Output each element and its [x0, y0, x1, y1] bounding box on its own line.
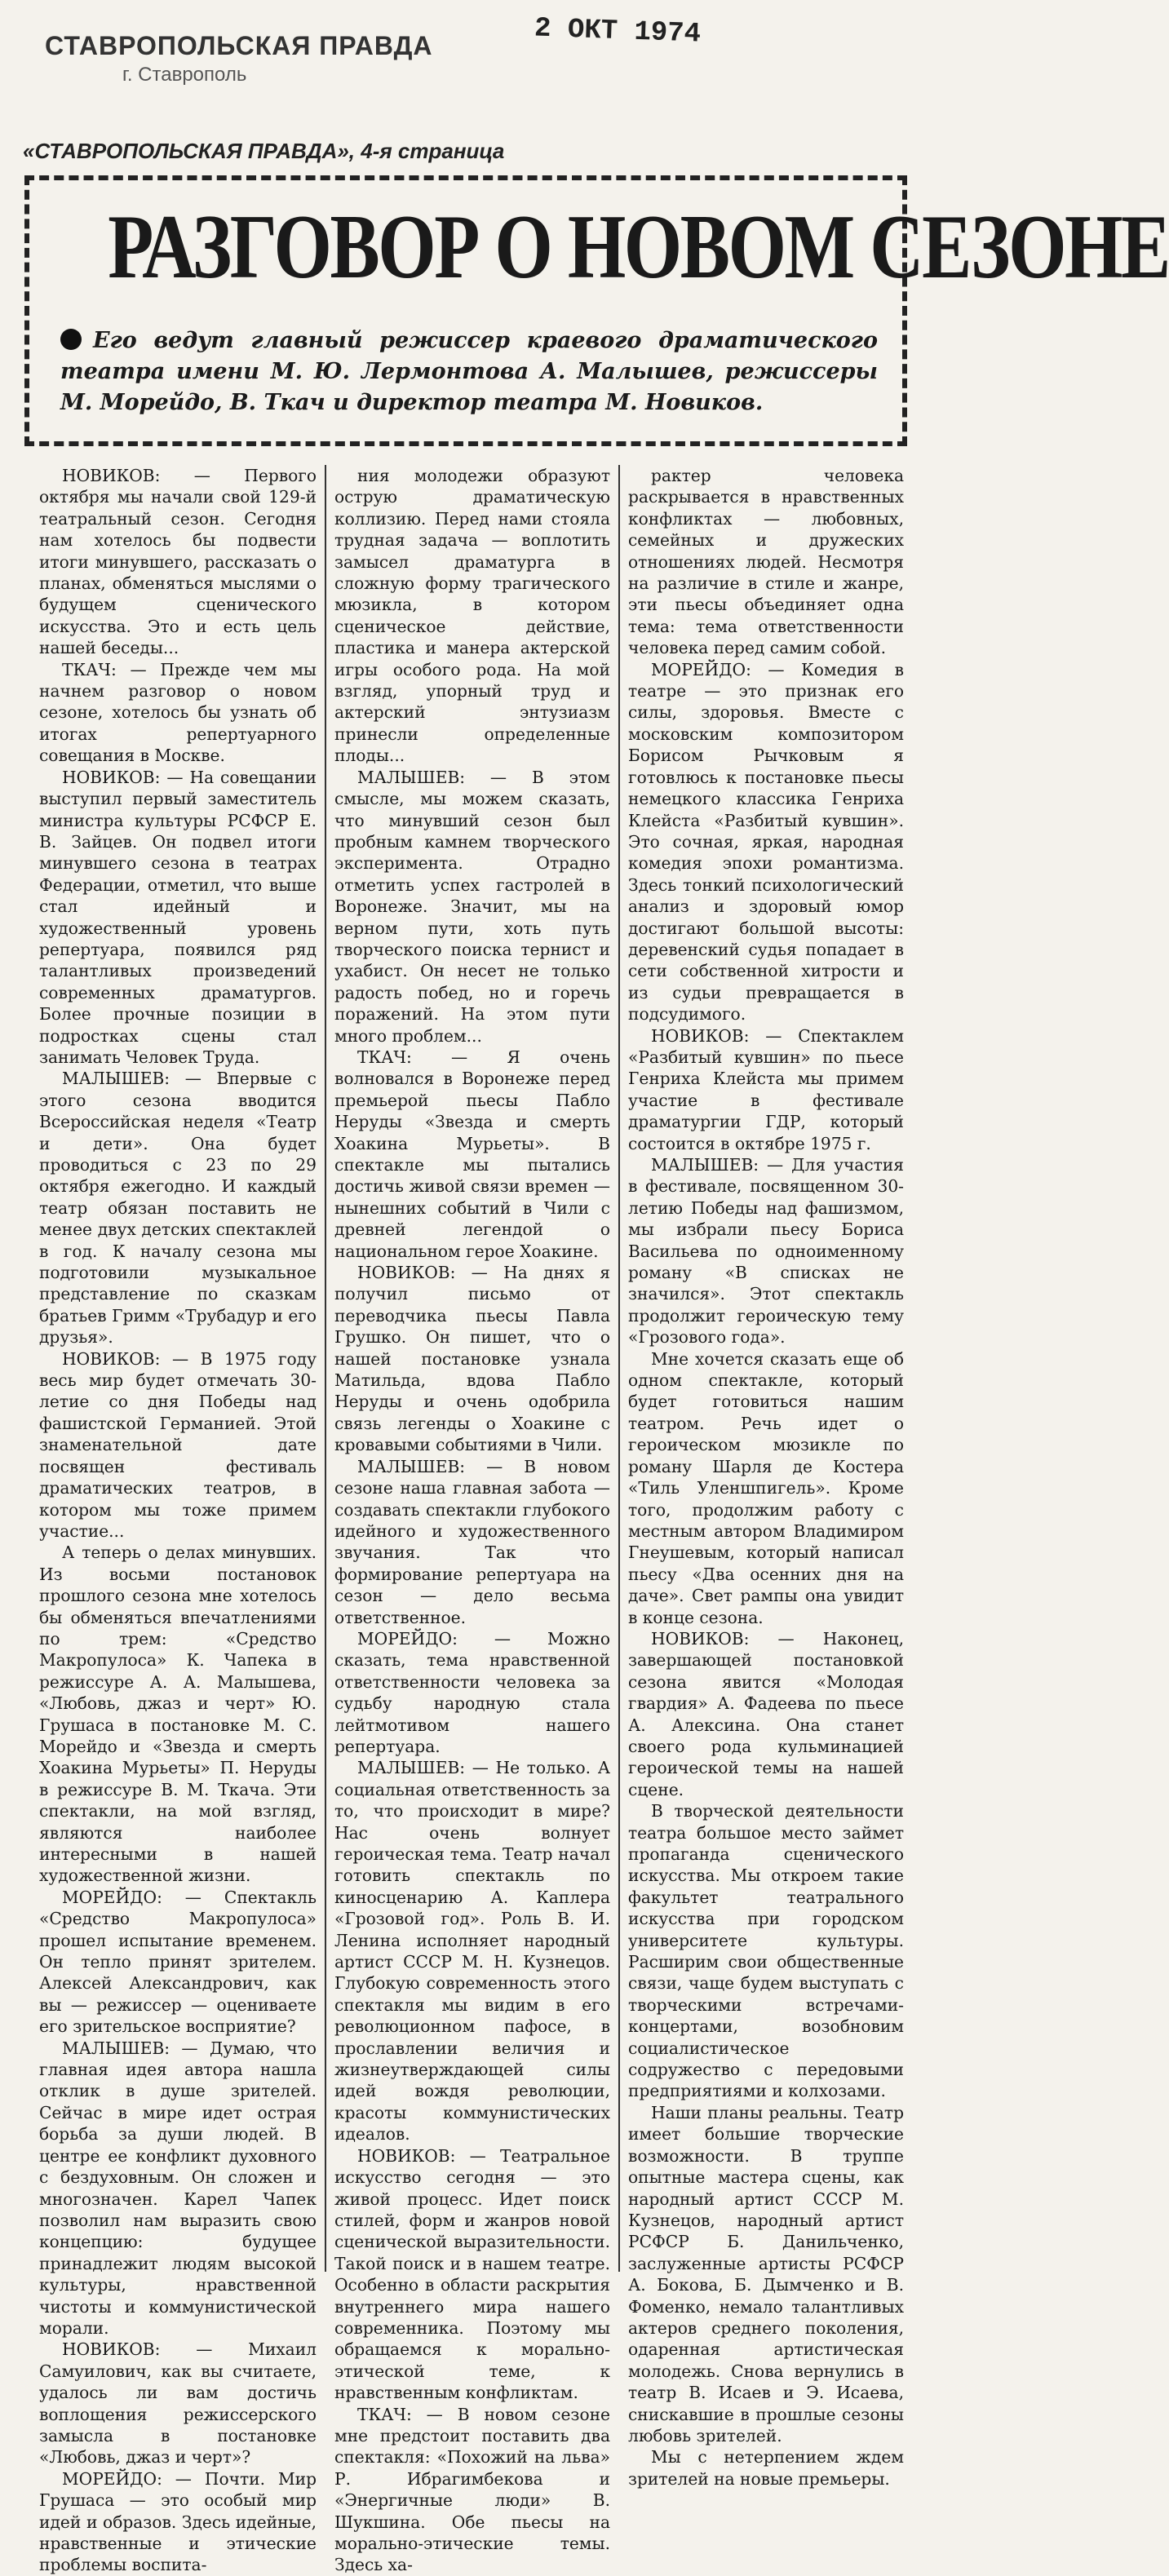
paragraph: Наши планы реальны. Театр имеет большие творческие возможности. В труппе опытные мастера сцены, как народный артист СССР М. Кузнецов, народный артист РСФСР Б. Данильченко, заслуженные артисты РСФСР А. Бокова, Б. Дымченко и В. Фоменко, немало талантливых актеров среднего поколения, одаренная артистическая молодежь. Снова вернулись в театр В. Исаев и Э. Исаева, снискавшие в прошлые сезоны любовь зрителей. — [628, 2102, 904, 2445]
column-1 — [31, 465, 325, 2575]
paragraph: рактер человека раскрывается в нравственных конфликтах — любовных, семейных и дружеских отношениях людей. Несмотря на различие в стиле и жанре, эти пьесы объединяет одна тема: тема ответственности человека перед самим собой. — [628, 466, 904, 658]
running-head: «СТАВРОПОЛЬСКАЯ ПРАВДА», 4-я страница — [23, 139, 505, 163]
paragraph: НОВИКОВ: — Михаил Самуилович, как вы считаете, удалось ли вам достичь воплощения режиссерского замысла в постановке «Любовь, джаз и черт»? — [39, 2339, 317, 2468]
paragraph: МОРЕЙДО: — Комедия в театре — это признак его силы, здоровья. Вместе с московским композитором Борисом Рычковым я готовлюсь к постановке пьесы немецкого классика Генриха Клейста «Разбитый кувшин». Это сочная, яркая, народная комедия эпохи романтизма. Здесь тонкий психологический анализ и здоровый юмор достигают большой высоты: деревенский судья попадает в сети собственной хитрости и из судьи превращается в подсудимого. — [628, 659, 904, 1025]
paragraph: ТКАЧ: — Я очень волновался в Воронеже перед премьерой пьесы Пабло Неруды «Звезда и смерть Хоакина Мурьеты». В спектакле мы пытались достичь живой связи времен — нынешних событий в Чили с древней легендой о национальном герое Хоакине. — [334, 1047, 610, 1261]
paragraph: НОВИКОВ: — Спектаклем «Разбитый кувшин» по пьесе Генриха Клейста мы примем участие в фестивале драматургии ГДР, который состоится в октябре 1975 г. — [628, 1025, 904, 1153]
paragraph: В творческой деятельности театра большое место займет пропаганда сценического искусства. Мы откроем такие факультет театрального искусства при городском университете культуры. Расширим свои общественные связи, чаще будем выступать с творческими встречами-концертами, возобновим социалистическое содружество с передовыми предприятиями и колхозами. — [628, 1801, 904, 2101]
dek-text: Его ведут главный режиссер краевого драматического театра имени М. Ю. Лермонтова А. Малышев, режиссеры М. Морейдо, В. Ткач и директор театра М. Новиков. — [60, 328, 878, 415]
column-3 — [618, 465, 912, 2489]
article-dek — [60, 325, 878, 418]
article-title: РАЗГОВОР О НОВОМ СЕЗОНЕ — [108, 197, 1169, 298]
paragraph: НОВИКОВ: — На днях я получил письмо от переводчика пьесы Павла Грушко. Он пишет, что о нашей постановке узнала Матильда, вдова Пабло Неруды и очень одобрила связь легенды о Хоакине с кровавыми событиями в Чили. — [334, 1263, 610, 1455]
paragraph: НОВИКОВ: — Театральное искусство сегодня — это живой процесс. Идет поиск стилей, форм и жанров новой сценической выразительности. Такой поиск и в нашем театре. Особенно в области раскрытия внутреннего мира нашего современника. Поэтому мы обращаемся к морально-этической теме, к нравственным конфликтам. — [334, 2145, 610, 2403]
paragraph: МОРЕЙДО: — Почти. Мир Грушаса — это особый мир идей и образов. Здесь идейные, нравственные и этические проблемы воспита- — [39, 2468, 317, 2575]
paragraph: ния молодежи образуют острую драматическую коллизию. Перед нами стояла трудная задача — воплотить замысел драматурга в сложную форму трагического мюзикла, в котором сценическое действие, пластика и манера актерской игры особого рода. На мой взгляд, упорный труд и актерский энтузиазм принесли определенные плоды... — [334, 466, 610, 766]
paragraph: Мы с нетерпением ждем зрителей на новые премьеры. — [628, 2447, 904, 2489]
paragraph: ТКАЧ: — Прежде чем мы начнем разговор о новом сезоне, хотелось бы узнать об итогах репертуарного совещания в Москве. — [39, 659, 317, 766]
paragraph: МАЛЫШЕВ: — В новом сезоне наша главная забота — создавать спектакли глубокого идейного и художественного звучания. Так что формирование репертуара на сезон — дело весьма ответственное. — [334, 1456, 610, 1627]
paragraph: ТКАЧ: — В новом сезоне мне предстоит поставить два спектакля: «Похожий на льва» Р. Ибрагимбекова и «Энергичные люди» В. Шукшина. Обе пьесы на морально-этические темы. Здесь ха- — [334, 2404, 610, 2575]
article-body — [31, 465, 914, 2575]
paragraph: А теперь о делах минувших. Из восьми постановок прошлого сезона мне хотелось бы обменяться впечатлениями по трем: «Средство Макропулоса» К. Чапека в режиссуре А. А. Малышева, «Любовь, джаз и черт» Ю. Грушаса в постановке М. С. Морейдо и «Звезда и смерть Хоакина Мурьеты» П. Неруды в режиссуре В. М. Ткача. Эти спектакли, на мой взгляд, являются наиболее интересными в нашей художественной жизни. — [39, 1543, 317, 1886]
newspaper-stamp: СТАВРОПОЛЬСКАЯ ПРАВДА — [45, 31, 433, 60]
headline-box — [24, 175, 1169, 446]
paragraph: МАЛЫШЕВ: — В этом смысле, мы можем сказать, что минувший сезон был пробным камнем творческого эксперимента. Отрадно отметить успех гастролей в Воронеже. Значит, мы на верном пути, хоть путь творческого поиска тернист и ухабист. Он несет не только радость побед, но и горечь поражений. На этом пути много проблем... — [334, 767, 610, 1046]
paragraph: НОВИКОВ: — В 1975 году весь мир будет отмечать 30-летие со дня Победы над фашистской Германией. Этой знаменательной дате посвящен фестиваль драматических театров, в котором мы тоже примем участие... — [39, 1348, 317, 1541]
paragraph: МАЛЫШЕВ: — Для участия в фестивале, посвященном 30-летию Победы над фашизмом, мы избрали пьесу Бориса Васильева по одноименному роману «В списках не значился». Этот спектакль продолжит героическую тему «Грозового года». — [628, 1155, 904, 1348]
date-stamp: 2 ОКТ 1974 — [534, 13, 702, 51]
city-stamp: г. Ставрополь — [122, 64, 247, 86]
paragraph: МАЛЫШЕВ: — Думаю, что главная идея автора нашла отклик в душе зрителей. Сейчас в мире идет острая борьба за души людей. В центре ее конфликт духовного с бездуховным. Он сложен и многозначен. Карел Чапек позволил нам выразить свою концепцию: будущее принадлежит людям высокой культуры, нравственной чистоты и коммунистической морали. — [39, 2038, 317, 2338]
paragraph: НОВИКОВ: — На совещании выступил первый заместитель министра культуры РСФСР Е. В. Зайцев. Он подвел итоги минувшего сезона в театрах Федерации, отметил, что выше стал идейный и художественный уровень репертуара, появился ряд талантливых произведений современных драматургов. Более прочные позиции в подростках сцены стал занимать Человек Труда. — [39, 767, 317, 1067]
column-2 — [325, 465, 618, 2575]
paragraph: МАЛЫШЕВ: — Не только. А социальная ответственность за то, что происходит в мире? Нас очень волнует героическая тема. Театр начал готовить спектакль по киносценарию А. Каплера «Грозовой год». Роль В. И. Ленина исполняет народный артист СССР М. Н. Кузнецов. Глубокую современность этого спектакля мы видим в его революционном пафосе, в прославлении величия и жизнеутверждающей силы идей вождя революции, красоты коммунистических идеалов. — [334, 1758, 610, 2144]
paragraph: НОВИКОВ: — Первого октября мы начали свой 129-й театральный сезон. Сегодня нам хотелось бы подвести итоги минувшего, рассказать о планах, обменяться мыслями о будущем сценического искусства. Это и есть цель нашей беседы... — [39, 466, 317, 658]
paragraph: МАЛЫШЕВ: — Впервые с этого сезона вводится Всероссийская неделя «Театр и дети». Она будет проводиться с 23 по 29 октября ежегодно. И каждый театр обязан поставить не менее двух детских спектаклей в год. К началу сезона мы подготовили музыкальное представление по сказкам братьев Гримм «Трубадур и его друзья». — [39, 1069, 317, 1348]
paragraph: Мне хочется сказать еще об одном спектакле, который будет готовиться нашим театром. Речь идет о героическом мюзикле по роману Шарля де Костера «Тиль Уленшпигель». Кроме того, продолжим работу с местным автором Владимиром Гнеушевым, который написал пьесу «Два осенних дня на даче». Свет рампы она увидит в конце сезона. — [628, 1348, 904, 1627]
paragraph: МОРЕЙДО: — Можно сказать, тема нравственной ответственности человека за судьбу народную стала лейтмотивом нашего репертуара. — [334, 1628, 610, 1756]
bullet-icon — [60, 329, 82, 350]
paragraph: МОРЕЙДО: — Спектакль «Средство Макропулоса» прошел испытание временем. Он тепло принят зрителем. Алексей Александрович, как вы — режиссер — оцениваете его зрительское восприятие? — [39, 1887, 317, 2037]
paragraph: НОВИКОВ: — Наконец, завершающей постановкой сезона явится «Молодая гвардия» А. Фадеева по пьесе А. Алексина. Она станет своего рода кульминацией героической темы на нашей сцене. — [628, 1628, 904, 1799]
